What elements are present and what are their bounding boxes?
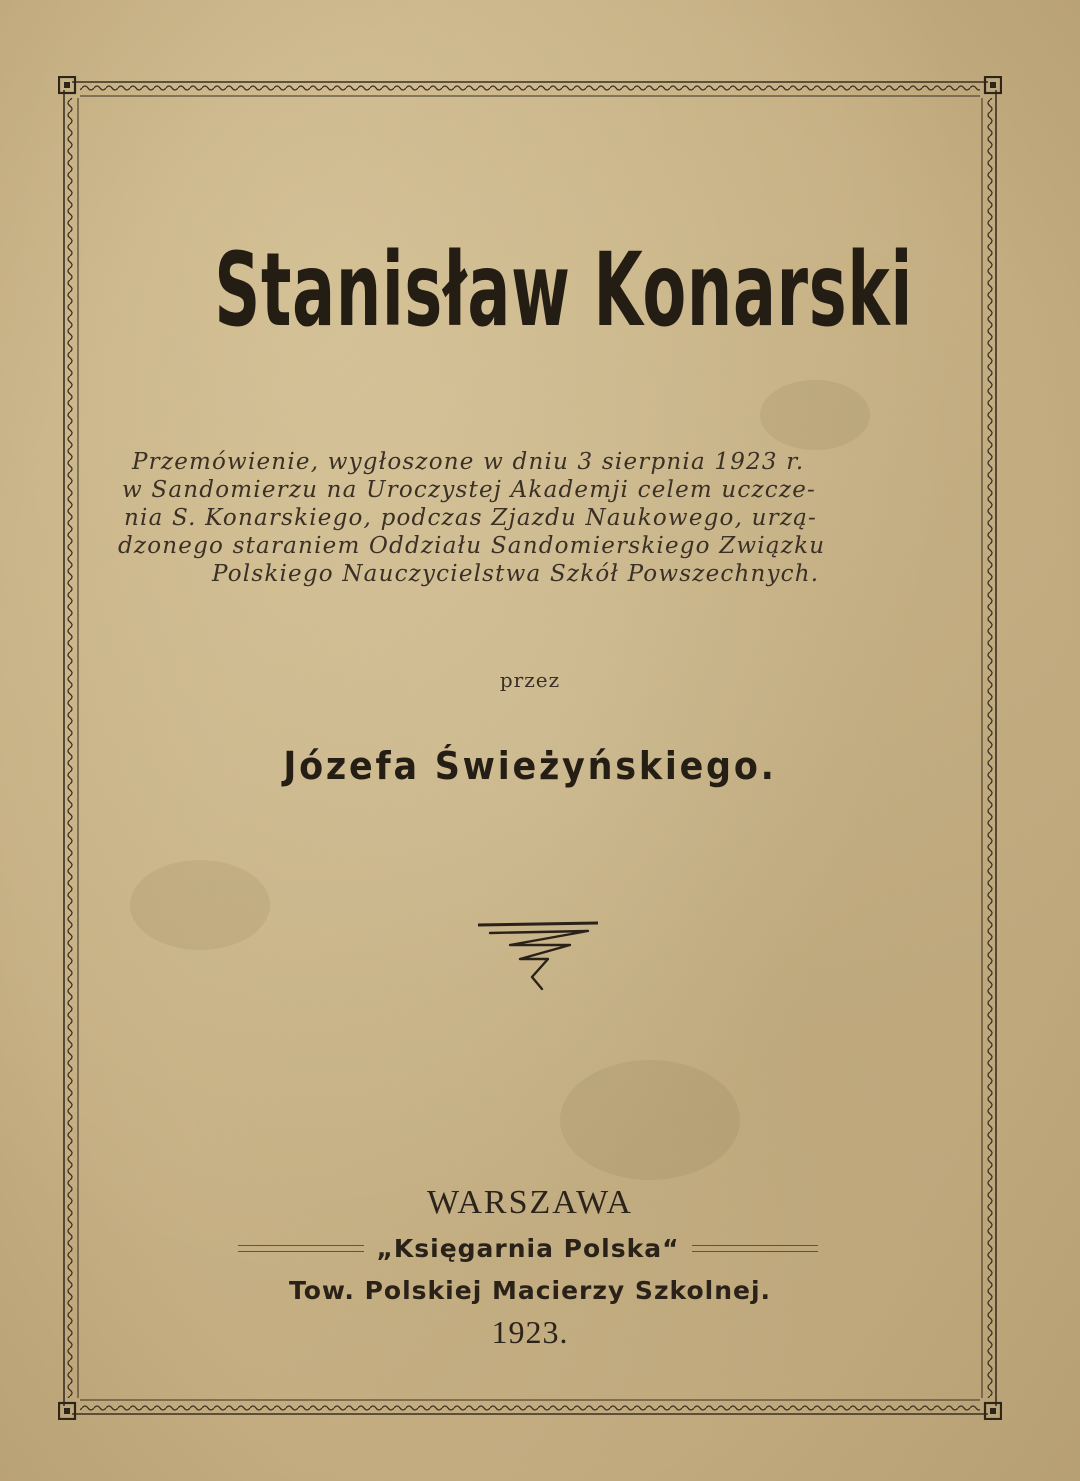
by-label: przez	[499, 668, 561, 692]
publisher-name: „Księgarnia Polska“	[376, 1234, 680, 1263]
publisher-society: Tow. Polskiej Macierzy Szkolnej.	[288, 1276, 772, 1305]
publication-city: WARSZAWA	[427, 1184, 633, 1221]
description-line: dzonego staraniem Oddziału Sandomierskiego Związku	[118, 533, 826, 559]
publisher-line	[238, 1234, 818, 1263]
author-name: Józefa Świeżyńskiego.	[283, 744, 777, 788]
description-line: Przemówienie, wygłoszone w dniu 3 sierpnia 1923 r.	[132, 449, 805, 475]
description-line: w Sandomierzu na Uroczystej Akademji celem uczcze-	[122, 477, 816, 503]
subtitle-description	[112, 448, 962, 588]
book-title: Stanisław Konarski	[214, 232, 914, 350]
description-line: Polskiego Nauczycielstwa Szkół Powszechnych.	[212, 561, 820, 587]
divider-rule	[238, 1245, 364, 1252]
publication-year: 1923.	[491, 1314, 569, 1350]
description-line: nia S. Konarskiego, podczas Zjazdu Naukowego, urzą-	[124, 505, 818, 531]
flourish-ornament	[470, 915, 610, 1000]
divider-rule	[692, 1245, 818, 1252]
